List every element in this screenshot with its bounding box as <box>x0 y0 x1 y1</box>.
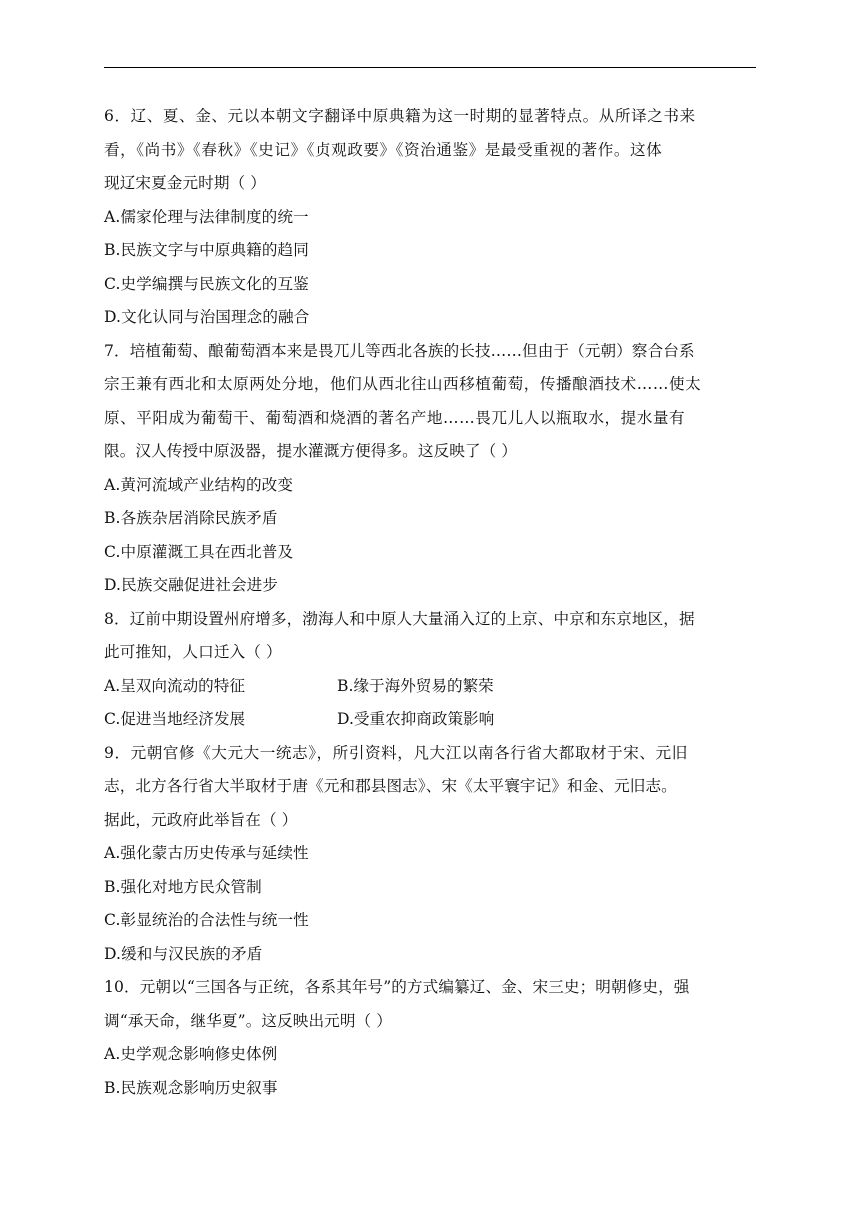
option-b: B.民族观念影响历史叙事 <box>104 1078 278 1097</box>
question-stem-line: 7．培植葡萄、酿葡萄酒本来是畏兀儿等西北各族的长技……但由于（元朝）察合台系 <box>104 341 695 360</box>
option-a: A.儒家伦理与法律制度的统一 <box>104 207 309 226</box>
question-stem-line: 8．辽前中期设置州府增多，渤海人和中原人大量涌入辽的上京、中京和东京地区，据 <box>104 609 695 628</box>
question-9 <box>104 737 764 972</box>
question-stem-line: 10．元朝以“三国各与正统，各系其年号”的方式编纂辽、金、宋三史；明朝修史，强 <box>104 978 690 996</box>
option-b: B.强化对地方民众管制 <box>104 877 262 896</box>
option-d: D.文化认同与治国理念的融合 <box>104 308 310 326</box>
option-a: A.强化蒙古历史传承与延续性 <box>104 844 309 862</box>
question-stem-line: 看，《尚书》《春秋》《史记》《贞观政要》《资治通鉴》是最受重视的著作。这体 <box>104 140 663 159</box>
option-a: A.史学观念影响修史体例 <box>104 1045 278 1063</box>
option-b: B.民族文字与中原典籍的趋同 <box>104 241 309 259</box>
option-c: C.中原灌溉工具在西北普及 <box>104 542 294 561</box>
question-10 <box>104 971 764 1105</box>
question-stem-line: 限。汉人传授中原汲器，提水灌溉方便得多。这反映了（ ） <box>104 442 518 460</box>
option-d: D.缓和与汉民族的矛盾 <box>104 944 263 963</box>
option-a: A.呈双向流动的特征 <box>104 676 245 695</box>
question-stem-line: 调“承天命，继华夏”。这反映出元明（ ） <box>104 1011 392 1030</box>
header-rule <box>104 67 756 68</box>
option-b: B.缘于海外贸易的繁荣 <box>337 676 494 695</box>
question-stem-line: 9．元朝官修《大元大一统志》，所引资料，凡大江以南各行省大都取材于宋、元旧 <box>104 743 688 762</box>
exam-page-content <box>104 100 764 1105</box>
option-row <box>104 703 764 737</box>
question-stem-line: 宗王兼有西北和太原两处分地，他们从西北往山西移植葡萄，传播酿酒技术……使太 <box>104 375 702 393</box>
option-d: D.受重农抑商政策影响 <box>337 710 495 728</box>
question-stem-line: 此可推知，人口迁入（ ） <box>104 643 282 661</box>
question-stem-line: 现辽宋夏金元时期（ ） <box>104 174 266 192</box>
option-c: C.史学编撰与民族文化的互鉴 <box>104 274 309 293</box>
question-stem-line: 原、平阳成为葡萄干、葡萄酒和烧酒的著名产地……畏兀儿人以瓶取水，提水量有 <box>104 408 686 427</box>
question-stem-line: 据此，元政府此举旨在（ ） <box>104 810 298 829</box>
question-8 <box>104 603 764 737</box>
question-7 <box>104 335 764 603</box>
option-c: C.促进当地经济发展 <box>104 710 246 728</box>
question-stem-line: 6．辽、夏、金、元以本朝文字翻译中原典籍为这一时期的显著特点。从所译之书来 <box>104 107 696 125</box>
option-d: D.民族交融促进社会进步 <box>104 576 279 594</box>
option-c: C.彰显统治的合法性与统一性 <box>104 911 309 929</box>
option-b: B.各族杂居消除民族矛盾 <box>104 509 278 527</box>
question-6 <box>104 100 764 335</box>
option-row <box>104 670 764 704</box>
option-a: A.黄河流域产业结构的改变 <box>104 475 294 494</box>
question-stem-line: 志，北方各行省大半取材于唐《元和郡县图志》、宋《太平寰宇记》和金、元旧志。 <box>104 777 677 795</box>
